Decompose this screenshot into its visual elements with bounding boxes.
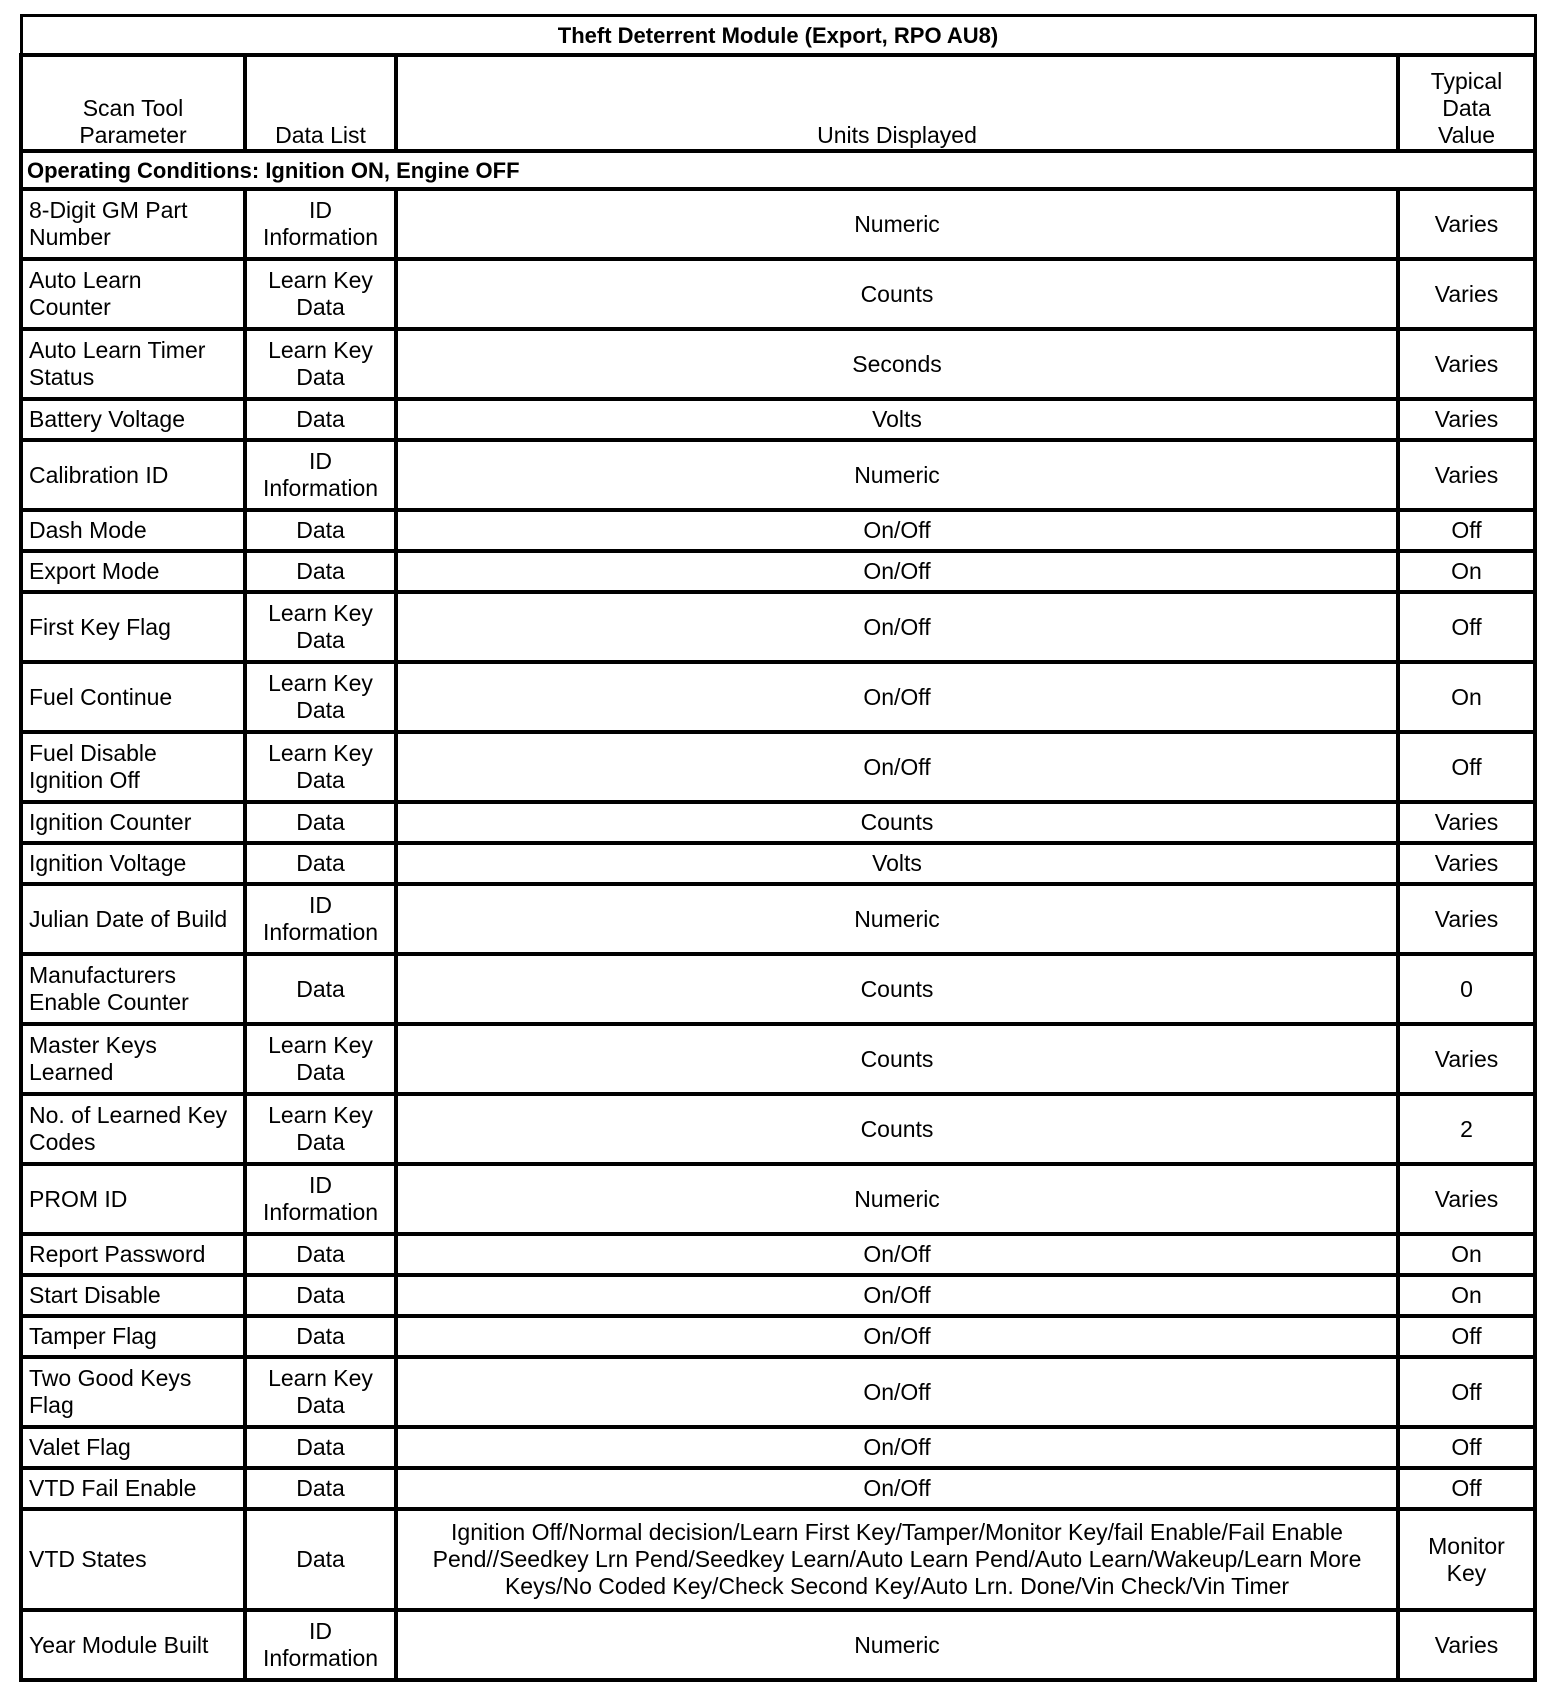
table-row bbox=[21, 1164, 1535, 1234]
units-cell: Seconds bbox=[396, 329, 1398, 399]
typical-value-cell: Off bbox=[1398, 1427, 1535, 1468]
units-cell: Counts bbox=[396, 1094, 1398, 1164]
units-cell: On/Off bbox=[396, 662, 1398, 732]
data-list-cell: Learn Key Data bbox=[245, 592, 396, 662]
data-list-cell: Data bbox=[245, 1427, 396, 1468]
units-cell: On/Off bbox=[396, 732, 1398, 802]
data-list-cell: Data bbox=[245, 551, 396, 592]
data-list-cell: Learn Key Data bbox=[245, 1024, 396, 1094]
typical-value-cell: Off bbox=[1398, 1357, 1535, 1427]
typical-value-cell: Off bbox=[1398, 1468, 1535, 1509]
table-row bbox=[21, 189, 1535, 259]
parameter-cell: VTD Fail Enable bbox=[21, 1468, 245, 1509]
parameter-cell: Master Keys Learned bbox=[21, 1024, 245, 1094]
data-list-cell: Data bbox=[245, 1275, 396, 1316]
data-list-cell: Learn Key Data bbox=[245, 662, 396, 732]
typical-value-cell: Varies bbox=[1398, 399, 1535, 440]
table-row bbox=[21, 259, 1535, 329]
units-cell: Counts bbox=[396, 1024, 1398, 1094]
typical-value-cell: Varies bbox=[1398, 329, 1535, 399]
parameter-cell: Manufacturers Enable Counter bbox=[21, 954, 245, 1024]
parameter-cell: Export Mode bbox=[21, 551, 245, 592]
parameter-cell: Ignition Counter bbox=[21, 802, 245, 843]
units-cell: Counts bbox=[396, 954, 1398, 1024]
table-row bbox=[21, 954, 1535, 1024]
typical-value-cell: 2 bbox=[1398, 1094, 1535, 1164]
header-typical-data-value: Typical Data Value bbox=[1398, 55, 1535, 151]
data-list-cell: Data bbox=[245, 843, 396, 884]
parameter-cell: Fuel Disable Ignition Off bbox=[21, 732, 245, 802]
parameter-cell: Year Module Built bbox=[21, 1610, 245, 1680]
data-list-cell: Data bbox=[245, 954, 396, 1024]
units-cell: Numeric bbox=[396, 1164, 1398, 1234]
data-list-cell: Learn Key Data bbox=[245, 732, 396, 802]
data-list-cell: Data bbox=[245, 802, 396, 843]
parameter-cell: Fuel Continue bbox=[21, 662, 245, 732]
data-list-cell: Learn Key Data bbox=[245, 1357, 396, 1427]
typical-value-cell: On bbox=[1398, 551, 1535, 592]
table-row bbox=[21, 1234, 1535, 1275]
typical-value-cell: 0 bbox=[1398, 954, 1535, 1024]
header-units-displayed: Units Displayed bbox=[396, 55, 1398, 151]
typical-value-cell: Varies bbox=[1398, 259, 1535, 329]
typical-value-cell: Varies bbox=[1398, 189, 1535, 259]
table-body bbox=[21, 189, 1535, 1680]
table-row bbox=[21, 399, 1535, 440]
typical-value-cell: Varies bbox=[1398, 884, 1535, 954]
table-row bbox=[21, 440, 1535, 510]
parameter-cell: Valet Flag bbox=[21, 1427, 245, 1468]
parameter-cell: VTD States bbox=[21, 1509, 245, 1610]
parameter-cell: Julian Date of Build bbox=[21, 884, 245, 954]
units-cell: Numeric bbox=[396, 189, 1398, 259]
table-row bbox=[21, 1275, 1535, 1316]
data-list-cell: Data bbox=[245, 1509, 396, 1610]
table-row bbox=[21, 732, 1535, 802]
typical-value-cell: Varies bbox=[1398, 1024, 1535, 1094]
units-cell: Counts bbox=[396, 259, 1398, 329]
data-list-cell: Learn Key Data bbox=[245, 1094, 396, 1164]
typical-value-cell: Monitor Key bbox=[1398, 1509, 1535, 1610]
typical-value-cell: Varies bbox=[1398, 440, 1535, 510]
table-row bbox=[21, 1468, 1535, 1509]
parameter-cell: PROM ID bbox=[21, 1164, 245, 1234]
table-row bbox=[21, 551, 1535, 592]
units-cell: On/Off bbox=[396, 1316, 1398, 1357]
data-list-cell: Data bbox=[245, 1468, 396, 1509]
parameter-cell: Dash Mode bbox=[21, 510, 245, 551]
typical-value-cell: On bbox=[1398, 1234, 1535, 1275]
operating-conditions: Operating Conditions: Ignition ON, Engine OFF bbox=[21, 151, 1535, 189]
typical-value-cell: Varies bbox=[1398, 1164, 1535, 1234]
table-title: Theft Deterrent Module (Export, RPO AU8) bbox=[21, 16, 1535, 56]
parameter-cell: Start Disable bbox=[21, 1275, 245, 1316]
units-cell: Numeric bbox=[396, 1610, 1398, 1680]
table-row bbox=[21, 1316, 1535, 1357]
parameter-cell: Ignition Voltage bbox=[21, 843, 245, 884]
scan-tool-data-table bbox=[19, 14, 1537, 1682]
data-list-cell: Learn Key Data bbox=[245, 329, 396, 399]
units-cell: On/Off bbox=[396, 510, 1398, 551]
typical-value-cell: Off bbox=[1398, 592, 1535, 662]
parameter-cell: Auto Learn Timer Status bbox=[21, 329, 245, 399]
parameter-cell: Battery Voltage bbox=[21, 399, 245, 440]
typical-value-cell: On bbox=[1398, 662, 1535, 732]
units-cell: Numeric bbox=[396, 440, 1398, 510]
parameter-cell: Auto Learn Counter bbox=[21, 259, 245, 329]
parameter-cell: No. of Learned Key Codes bbox=[21, 1094, 245, 1164]
table-row bbox=[21, 1427, 1535, 1468]
units-cell: On/Off bbox=[396, 592, 1398, 662]
data-list-cell: Learn Key Data bbox=[245, 259, 396, 329]
table-row bbox=[21, 1094, 1535, 1164]
data-list-cell: Data bbox=[245, 399, 396, 440]
data-list-cell: Data bbox=[245, 1316, 396, 1357]
typical-value-cell: Varies bbox=[1398, 843, 1535, 884]
parameter-cell: Two Good Keys Flag bbox=[21, 1357, 245, 1427]
units-cell: Counts bbox=[396, 802, 1398, 843]
parameter-cell: Report Password bbox=[21, 1234, 245, 1275]
table-row bbox=[21, 1610, 1535, 1680]
table-row bbox=[21, 329, 1535, 399]
table-row bbox=[21, 1357, 1535, 1427]
typical-value-cell: Off bbox=[1398, 732, 1535, 802]
data-list-cell: ID Information bbox=[245, 1610, 396, 1680]
data-list-cell: Data bbox=[245, 1234, 396, 1275]
units-cell: On/Off bbox=[396, 1234, 1398, 1275]
header-row bbox=[21, 55, 1535, 151]
units-cell: Volts bbox=[396, 843, 1398, 884]
parameter-cell: First Key Flag bbox=[21, 592, 245, 662]
table-row bbox=[21, 843, 1535, 884]
units-cell: Volts bbox=[396, 399, 1398, 440]
parameter-cell: Tamper Flag bbox=[21, 1316, 245, 1357]
table-row bbox=[21, 510, 1535, 551]
data-list-cell: ID Information bbox=[245, 440, 396, 510]
units-cell: Ignition Off/Normal decision/Learn First Key/Tamper/Monitor Key/fail Enable/Fail Enable Pend//Seedkey Lrn Pend/Seedkey Learn/Auto Learn Pend/Auto Learn/Wakeup/Learn More Keys/No Coded Key/Check Second Key/Auto Lrn. Done/Vin Check/Vin Timer bbox=[396, 1509, 1398, 1610]
units-cell: On/Off bbox=[396, 1275, 1398, 1316]
units-cell: On/Off bbox=[396, 1427, 1398, 1468]
typical-value-cell: Off bbox=[1398, 1316, 1535, 1357]
data-list-cell: ID Information bbox=[245, 189, 396, 259]
table-row bbox=[21, 1509, 1535, 1610]
typical-value-cell: Off bbox=[1398, 510, 1535, 551]
typical-value-cell: Varies bbox=[1398, 1610, 1535, 1680]
parameter-cell: Calibration ID bbox=[21, 440, 245, 510]
units-cell: On/Off bbox=[396, 1468, 1398, 1509]
typical-value-cell: Varies bbox=[1398, 802, 1535, 843]
units-cell: On/Off bbox=[396, 1357, 1398, 1427]
table-row bbox=[21, 592, 1535, 662]
parameter-cell: 8-Digit GM Part Number bbox=[21, 189, 245, 259]
typical-value-cell: On bbox=[1398, 1275, 1535, 1316]
header-scan-tool-parameter: Scan Tool Parameter bbox=[21, 55, 245, 151]
table-row bbox=[21, 1024, 1535, 1094]
units-cell: Numeric bbox=[396, 884, 1398, 954]
units-cell: On/Off bbox=[396, 551, 1398, 592]
data-list-cell: ID Information bbox=[245, 884, 396, 954]
data-list-cell: Data bbox=[245, 510, 396, 551]
table-row bbox=[21, 662, 1535, 732]
header-data-list: Data List bbox=[245, 55, 396, 151]
table-row bbox=[21, 884, 1535, 954]
table-row bbox=[21, 802, 1535, 843]
data-list-cell: ID Information bbox=[245, 1164, 396, 1234]
